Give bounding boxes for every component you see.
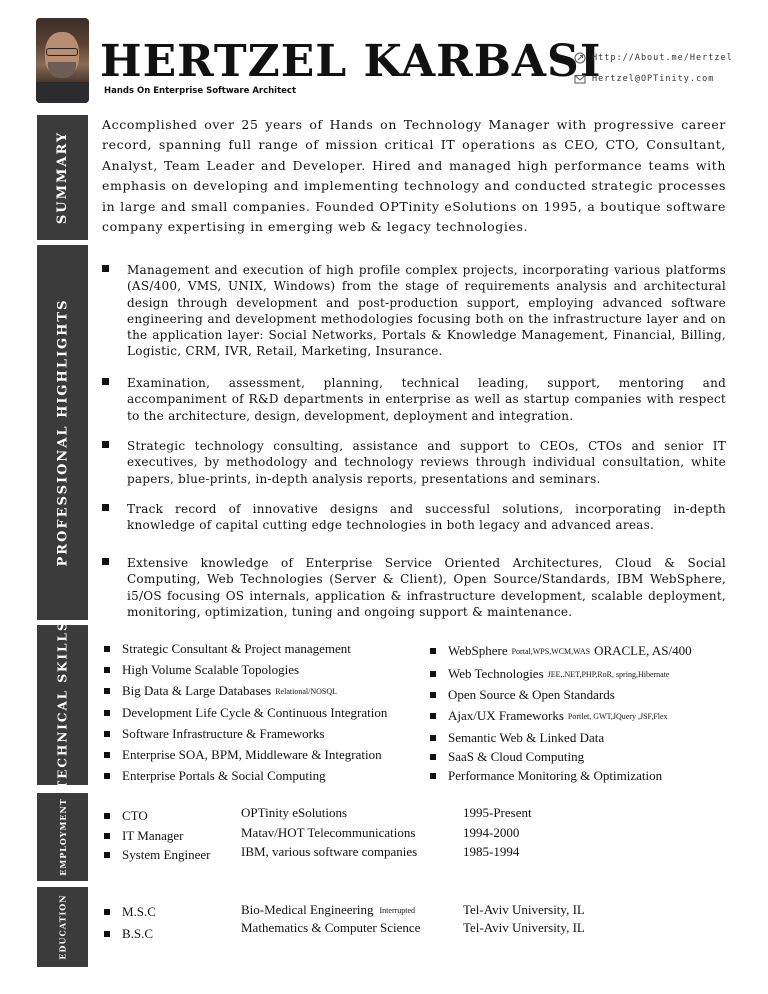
skill-label: Software Infrastructure & Frameworks — [122, 726, 325, 741]
skill-item — [104, 726, 325, 742]
skill-label: WebSphere — [448, 643, 508, 658]
employment-years: 1985-1994 — [463, 844, 520, 859]
employment-company: OPTinity eSolutions — [241, 805, 348, 820]
skill-label: Open Source & Open Standards — [448, 687, 615, 702]
bullet-icon — [104, 731, 110, 737]
field-note: Interrupted — [379, 905, 416, 915]
employment-section-tab — [37, 793, 88, 881]
bullet-icon — [430, 648, 436, 654]
bullet-icon — [430, 692, 436, 698]
skills-heading: TECHNICAL SKILLS — [55, 620, 70, 790]
skill-item — [104, 705, 387, 721]
degree-label: M.S.C — [122, 904, 156, 919]
highlight-item — [102, 262, 726, 360]
bullet-icon — [104, 773, 110, 779]
employment-role — [104, 847, 210, 863]
bullet-icon — [430, 773, 436, 779]
skill-item — [104, 747, 382, 763]
degree-label: B.S.C — [122, 926, 154, 941]
bullet-icon — [102, 558, 109, 565]
employment-role — [104, 808, 148, 824]
highlight-item — [102, 375, 726, 424]
employment-company: Matav/HOT Telecommunications — [241, 825, 416, 840]
skill-label: Enterprise Portals & Social Computing — [122, 768, 326, 783]
summary-heading: SUMMARY — [55, 130, 70, 225]
email-contact[interactable] — [574, 73, 714, 85]
field-label: Bio-Medical Engineering — [241, 902, 374, 917]
bullet-icon — [102, 504, 109, 511]
email-link[interactable]: Hertzel@OPTinity.com — [592, 74, 715, 84]
highlight-item — [102, 438, 726, 487]
employment-heading: EMPLOYMENT — [57, 798, 68, 876]
skill-item — [430, 708, 668, 724]
skill-label: Performance Monitoring & Optimization — [448, 768, 663, 783]
website-contact[interactable] — [574, 52, 733, 64]
role-label: IT Manager — [122, 828, 184, 843]
bullet-icon — [104, 688, 110, 694]
skill-label: Big Data & Large Databases — [122, 683, 272, 698]
skill-label: Development Life Cycle & Continuous Integration — [122, 705, 388, 720]
education-school: Tel-Aviv University, IL — [463, 902, 585, 917]
highlight-text: Examination, assessment, planning, technical leading, support, mentoring and accompaniment of R&D departments in enterprise as well as startup companies with respect to the architecture, design, development, deployment and integration. — [127, 376, 726, 423]
skill-item — [430, 666, 669, 682]
highlight-text: Extensive knowledge of Enterprise Service Oriented Architectures, Cloud & Social Computing, Web Technologies (Server & Client), Open Source/Standards, IBM WebSphere, i5/OS focusing OS internals, application & infrastructure development, scalable deployment, monitoring, optimization, tuning and ongoing support & maintenance. — [127, 556, 726, 619]
bullet-icon — [430, 671, 436, 677]
employment-company: IBM, various software companies — [241, 844, 418, 859]
website-link[interactable]: Http://About.me/Hertzel — [592, 53, 733, 63]
highlight-text: Track record of innovative designs and successful solutions, incorporating in-depth knowledge of capital cutting edge technologies in both legacy and advanced areas. — [127, 502, 726, 533]
bullet-icon — [104, 667, 110, 673]
bullet-icon — [104, 852, 110, 858]
education-heading: EDUCATION — [57, 894, 68, 960]
employment-years: 1995-Present — [463, 805, 532, 820]
skill-item — [430, 749, 584, 765]
skills-section-tab — [37, 620, 88, 790]
skill-label: Enterprise SOA, BPM, Middleware & Integration — [122, 747, 382, 762]
bullet-icon — [104, 710, 110, 716]
bullet-icon — [102, 441, 109, 448]
highlight-text: Management and execution of high profile complex projects, incorporating various platforms (AS/400, VMS, UNIX, Windows) from the stage of requirements analysis and architectural design through development and post-production support, employing advanced software engineering and development methodologies focusing both on the infrastructure layer and on the application layer: Social Networks, Portals & Knowledge Management, Financial, Billing, Logistic, CRM, IVR, Retail, Marketing, Insurance. — [127, 263, 726, 359]
link-icon — [574, 52, 586, 64]
education-section-tab — [37, 887, 88, 967]
summary-paragraph: Accomplished over 25 years of Hands on Technology Manager with progressive career record, spanning full range of mission critical IT operations as CEO, CTO, Consultant, Analyst, Team Leader and Developer. Hired and managed high performance teams with emphasis on developing and implementing technology and conducted strategic processes in large and small companies. Founded OPTinity eSolutions on 1995, a boutique software company expertising in emerging web & legacy technologies. — [102, 117, 726, 235]
bullet-icon — [430, 735, 436, 741]
skill-item — [104, 683, 337, 699]
highlight-item — [102, 555, 726, 620]
highlights-heading: PROFESSIONAL HIGHLIGHTS — [55, 298, 70, 567]
skill-label: Semantic Web & Linked Data — [448, 730, 605, 745]
employment-role — [104, 828, 183, 844]
education-school: Tel-Aviv University, IL — [463, 920, 585, 935]
skill-item — [104, 641, 351, 657]
email-icon — [574, 73, 586, 85]
skill-note: Relational/NOSQL — [275, 686, 337, 696]
skill-item — [430, 687, 615, 703]
profile-photo — [36, 18, 89, 103]
bullet-icon — [104, 646, 110, 652]
skill-note: Portlet, GWT,JQuery ,JSF,Flex — [567, 711, 668, 721]
skill-item — [104, 768, 326, 784]
bullet-icon — [104, 813, 110, 819]
highlight-text: Strategic technology consulting, assistance and support to CEOs, CTOs and senior IT executives, by methodology and technology reviews through individual consultation, white papers, blue-prints, in-depth analysis reports, presentations and seminars. — [127, 439, 726, 486]
education-degree — [104, 926, 153, 942]
bullet-icon — [430, 754, 436, 760]
role-label: CTO — [122, 808, 148, 823]
bullet-icon — [104, 931, 110, 937]
skill-note: Portal,WPS,WCM,WAS — [511, 646, 591, 656]
field-label: Mathematics & Computer Science — [241, 920, 421, 935]
skill-item — [430, 730, 604, 746]
bullet-icon — [104, 909, 110, 915]
bullet-icon — [104, 752, 110, 758]
bullet-icon — [102, 378, 109, 385]
employment-years: 1994-2000 — [463, 825, 520, 840]
skill-label: Web Technologies — [448, 666, 544, 681]
skill-label: Strategic Consultant & Project management — [122, 641, 351, 656]
bullet-icon — [430, 713, 436, 719]
skill-label: SaaS & Cloud Computing — [448, 749, 585, 764]
skill-item — [104, 662, 299, 678]
bullet-icon — [104, 833, 110, 839]
skill-note: JEE,.NET,PHP,RoR, spring,Hibernate — [547, 669, 670, 679]
skill-tail: ORACLE, AS/400 — [594, 643, 692, 658]
highlights-section-tab — [37, 245, 88, 620]
summary-section-tab — [37, 115, 88, 240]
skill-item — [430, 768, 662, 784]
skill-label: High Volume Scalable Topologies — [122, 662, 300, 677]
education-field — [241, 902, 415, 918]
job-title: Hands On Enterprise Software Architect — [104, 86, 297, 96]
role-label: System Engineer — [122, 847, 211, 862]
education-field — [241, 920, 420, 936]
skill-label: Ajax/UX Frameworks — [448, 708, 564, 723]
skill-item — [430, 643, 692, 659]
resume-name: HERTZEL KARBASI — [100, 36, 602, 87]
bullet-icon — [102, 265, 109, 272]
highlight-item — [102, 501, 726, 534]
education-degree — [104, 904, 156, 920]
